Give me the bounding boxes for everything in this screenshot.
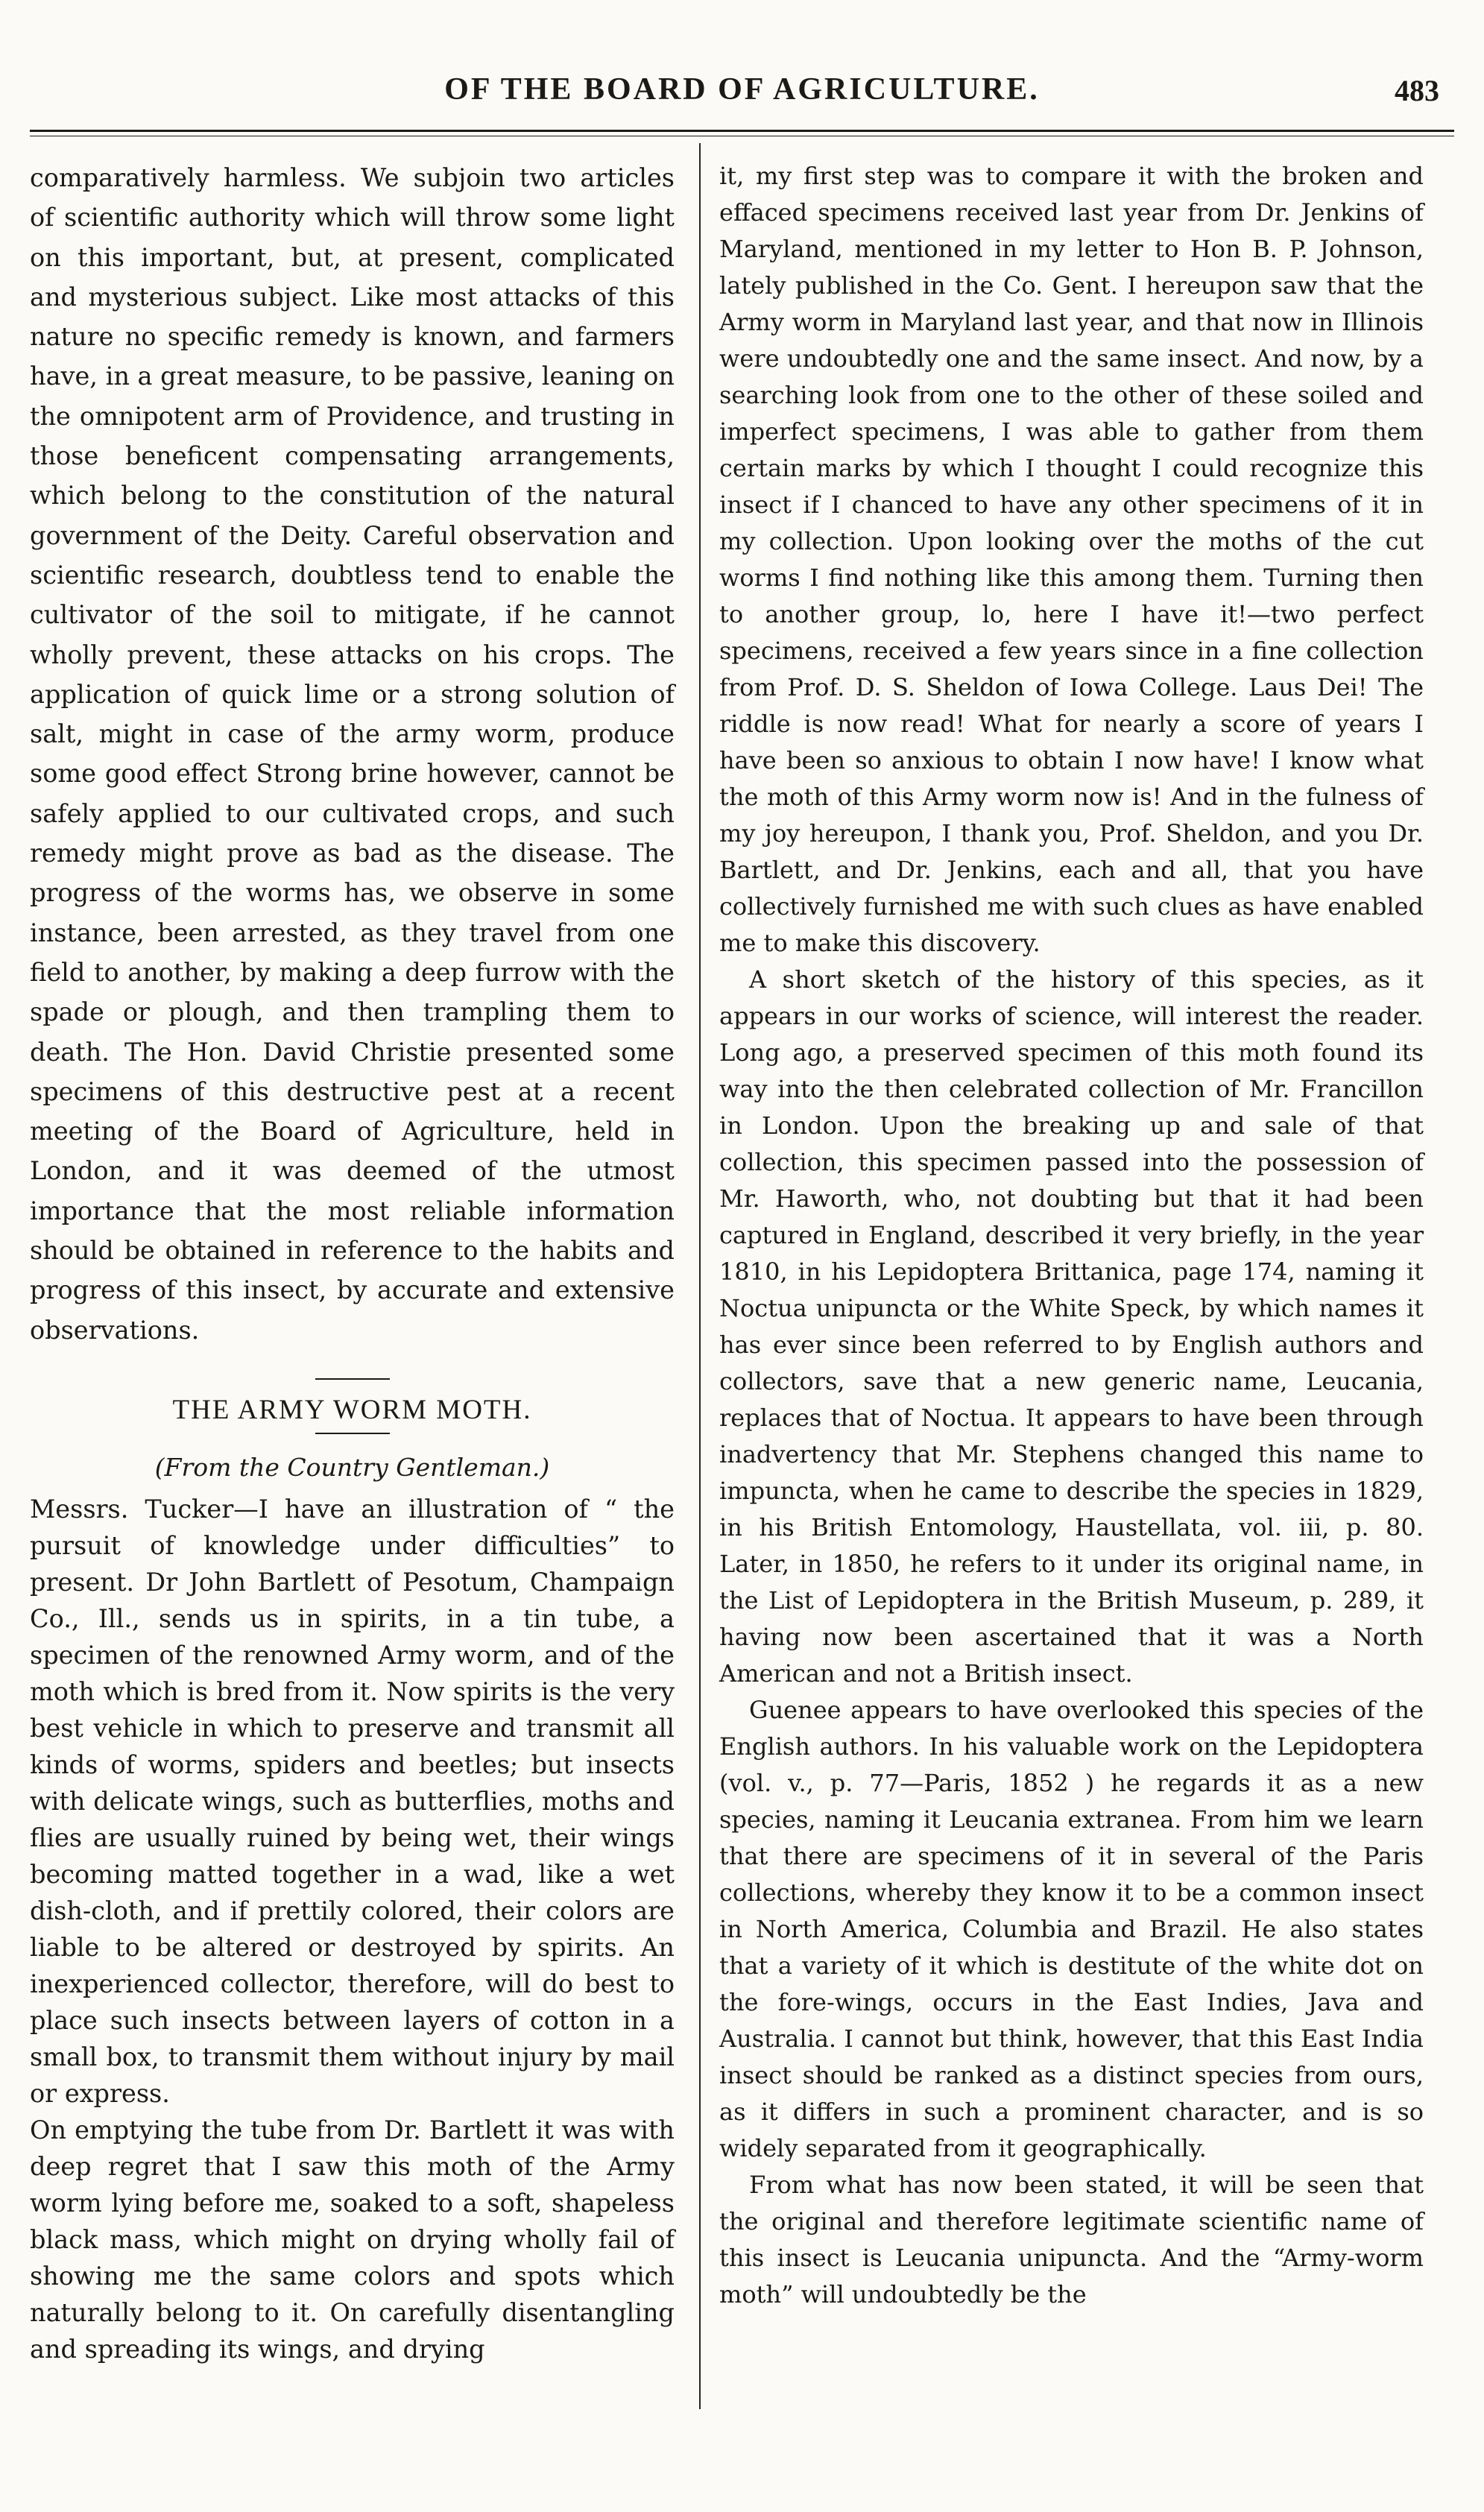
right-column xyxy=(719,158,1424,2313)
running-head: OF THE BOARD OF AGRICULTURE. xyxy=(444,72,1040,107)
left-column xyxy=(30,158,675,2367)
section-rule-under-title xyxy=(315,1433,390,1434)
right-paragraph-4: From what has now been stated, it will be seen that the original and therefore legitimate scientific name of this insect is Leucania unipuncta. And the “Army-worm moth” will undoubtedly be the xyxy=(719,2171,1424,2309)
page-number: 483 xyxy=(1395,74,1439,107)
column-divider xyxy=(699,143,701,2409)
left-paragraph-2: Messrs. Tucker—I have an illustration of “ the pursuit of knowledge under difficulties” to present. Dr John Bartlett of Pesotum, Champaign Co., Ill., sends us in spirits, in a tin tube, a specimen of the renowned Army worm, and of the moth which is bred from it. Now spirits is the very best vehicle in which to preserve and transmit all kinds of worms, spiders and beetles; but insects with delicate wings, such as butterflies, moths and flies are usually ruined by being wet, their wings becoming matted together in a wad, like a wet dish-cloth, and if prettily colored, their colors are liable to be altered or destroyed by spirits. An inexperienced collector, therefore, will do best to place such insects between layers of cotton in a small box, to transmit them without injury by mail or express. xyxy=(30,1494,675,2108)
section-rule xyxy=(315,1378,390,1380)
header-rule xyxy=(30,130,1454,132)
page-header xyxy=(30,72,1454,116)
right-paragraph-1: it, my first step was to compare it with the broken and effaced specimens received last year from Dr. Jenkins of Maryland, mentioned in my letter to Hon B. P. Johnson, lately published in the Co. Gent. I hereupon saw that the Army worm in Maryland last year, and that now in Illinois were undoubtedly one and the same insect. And now, by a searching look from one to the other of these soiled and imperfect specimens, I was able to gather from them certain marks by which I thought I could recognize this insect if I chanced to have any other specimens of it in my collection. Upon looking over the moths of the cut worms I find nothing like this among them. Turning then to another group, lo, here I have it!—two perfect specimens, received a few years since in a fine collection from Prof. D. S. Sheldon of Iowa College. Laus Dei! The riddle is now read! What for nearly a score of years I have been so anxious to obtain I now have! I know what the moth of this Army worm now is! And in the fulness of my joy hereupon, I thank you, Prof. Sheldon, and you Dr. Bartlett, and Dr. Jenkins, each and all, that you have collectively furnished me with such clues as have enabled me to make this discovery. xyxy=(719,162,1424,957)
right-paragraph-2: A short sketch of the history of this species, as it appears in our works of science, will interest the reader. Long ago, a preserved specimen of this moth found its way into the then celebrated collection of Mr. Francillon in London. Upon the breaking up and sale of that collection, this specimen passed into the possession of Mr. Haworth, who, not doubting but that it had been captured in England, described it very briefly, in the year 1810, in his Lepidoptera Brittanica, page 174, naming it Noctua unipuncta or the White Speck, by which names it has ever since been referred to by English authors and collectors, save that a new generic name, Leucania, replaces that of Noctua. It appears to have been through inadvertency that Mr. Stephens changed this name to impuncta, when he came to describe the species in 1829, in his British Entomology, Haustellata, vol. iii, p. 80. Later, in 1850, he refers to it under its original name, in the List of Lepidoptera in the British Museum, p. 289, it having now been ascertained that it was a North American and not a British insect. xyxy=(719,965,1424,1688)
right-paragraph-3: Guenee appears to have overlooked this species of the English authors. In his valuable work on the Lepidoptera (vol. v., p. 77—Paris, 1852 ) he regards it as a new species, naming it Leucania extranea. From him we learn that there are specimens of it in several of the Paris collections, whereby they know it to be a common insect in North America, Columbia and Brazil. He also states that a variety of it which is destitute of the white dot on the fore-wings, occurs in the East Indies, Java and Australia. I cannot but think, however, that this East India insect should be ranked as a distinct species from ours, as it differs in such a prominent character, and is so widely separated from it geographically. xyxy=(719,1696,1424,2162)
section-title: THE ARMY WORM MOTH. xyxy=(172,1394,532,1425)
left-paragraph-3: On emptying the tube from Dr. Bartlett it was with deep regret that I saw this moth of the Army worm lying before me, soaked to a soft, shapeless black mass, which might on drying wholly fail of showing me the same colors and spots which naturally belong to it. On carefully disentangling and spreading its wings, and drying xyxy=(30,2115,675,2364)
article-body-left xyxy=(30,1491,675,2367)
left-paragraph-1: comparatively harmless. We subjoin two articles of scientific authority which will throw some light on this important, but, at present, complicated and mysterious subject. Like most attacks of this nature no specific remedy is known, and farmers have, in a great measure, to be passive, leaning on the omnipotent arm of Providence, and trusting in those beneficent compensating arrangements, which belong to the constitution of the natural government of the Deity. Careful observation and scientific research, doubtless tend to enable the cultivator of the soil to mitigate, if he cannot wholly prevent, these attacks on his crops. The application of quick lime or a strong solution of salt, might in case of the army worm, produce some good effect Strong brine however, cannot be safely applied to our cultivated crops, and such remedy might prove as bad as the disease. The progress of the worms has, we observe in some instance, been arrested, as they travel from one field to another, by making a deep furrow with the spade or plough, and then trampling them to death. The Hon. David Christie presented some specimens of this destructive pest at a recent meeting of the Board of Agriculture, held in London, and it was deemed of the utmost importance that the most reliable information should be obtained in reference to the habits and progress of this insect, by accurate and extensive observations. xyxy=(30,163,675,1345)
section-source: (From the Country Gentleman.) xyxy=(154,1453,550,1483)
